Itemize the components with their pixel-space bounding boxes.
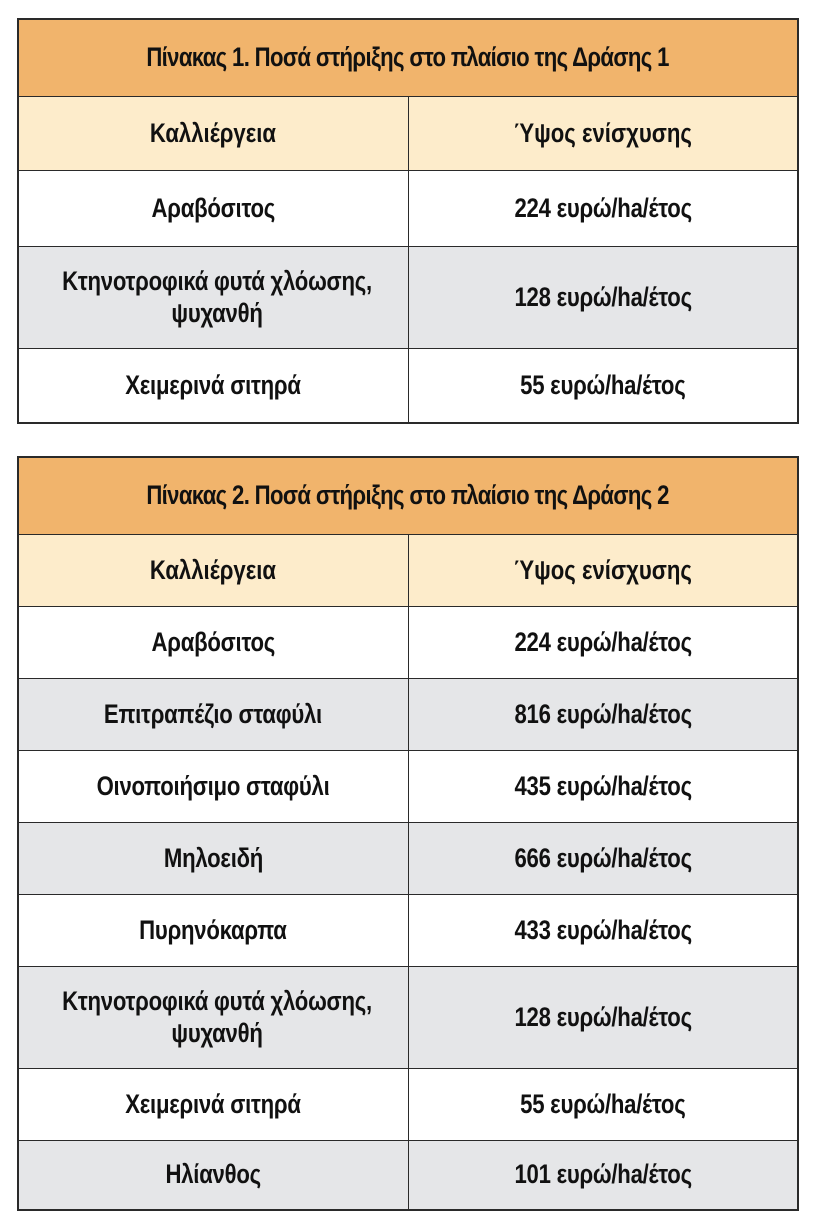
table-header-row — [18, 534, 798, 606]
amount-cell: 433 ευρώ/ha/έτος — [408, 894, 798, 966]
crop-cell: Επιτραπέζιο σταφύλι — [18, 678, 408, 750]
crop-cell: Οινοποιήσιμο σταφύλι — [18, 750, 408, 822]
support-table-1 — [17, 18, 799, 424]
crop-cell: Κτηνοτροφικά φυτά χλόωσης, ψυχανθή — [18, 966, 408, 1068]
header-amount: Ύψος ενίσχυσης — [408, 96, 798, 170]
amount-cell: 55 ευρώ/ha/έτος — [408, 1068, 798, 1140]
table-row — [18, 1140, 798, 1210]
amount-cell: 224 ευρώ/ha/έτος — [408, 170, 798, 246]
table-title: Πίνακας 1. Ποσά στήριξης στο πλαίσιο της Δράσης 1 — [18, 19, 798, 96]
table-row — [18, 894, 798, 966]
table-header-row — [18, 96, 798, 170]
crop-cell: Αραβόσιτος — [18, 170, 408, 246]
header-amount: Ύψος ενίσχυσης — [408, 534, 798, 606]
table-row — [18, 246, 798, 348]
table-title: Πίνακας 2. Ποσά στήριξης στο πλαίσιο της Δράσης 2 — [18, 457, 798, 534]
crop-cell: Πυρηνόκαρπα — [18, 894, 408, 966]
table-row — [18, 1068, 798, 1140]
table-row — [18, 348, 798, 423]
amount-cell: 435 ευρώ/ha/έτος — [408, 750, 798, 822]
table-row — [18, 966, 798, 1068]
crop-cell: Χειμερινά σιτηρά — [18, 1068, 408, 1140]
header-crop: Καλλιέργεια — [18, 96, 408, 170]
table-row — [18, 678, 798, 750]
header-crop: Καλλιέργεια — [18, 534, 408, 606]
amount-cell: 666 ευρώ/ha/έτος — [408, 822, 798, 894]
amount-cell: 55 ευρώ/ha/έτος — [408, 348, 798, 423]
table-row — [18, 170, 798, 246]
amount-cell: 128 ευρώ/ha/έτος — [408, 966, 798, 1068]
table-title-row — [18, 19, 798, 96]
amount-cell: 224 ευρώ/ha/έτος — [408, 606, 798, 678]
amount-cell: 101 ευρώ/ha/έτος — [408, 1140, 798, 1210]
crop-cell: Ηλίανθος — [18, 1140, 408, 1210]
table-row — [18, 822, 798, 894]
support-table-2 — [17, 456, 799, 1211]
table-row — [18, 606, 798, 678]
crop-cell: Μηλοειδή — [18, 822, 408, 894]
table-row — [18, 750, 798, 822]
crop-cell: Χειμερινά σιτηρά — [18, 348, 408, 423]
crop-cell: Κτηνοτροφικά φυτά χλόωσης, ψυχανθή — [18, 246, 408, 348]
crop-cell: Αραβόσιτος — [18, 606, 408, 678]
amount-cell: 816 ευρώ/ha/έτος — [408, 678, 798, 750]
table-title-row — [18, 457, 798, 534]
amount-cell: 128 ευρώ/ha/έτος — [408, 246, 798, 348]
